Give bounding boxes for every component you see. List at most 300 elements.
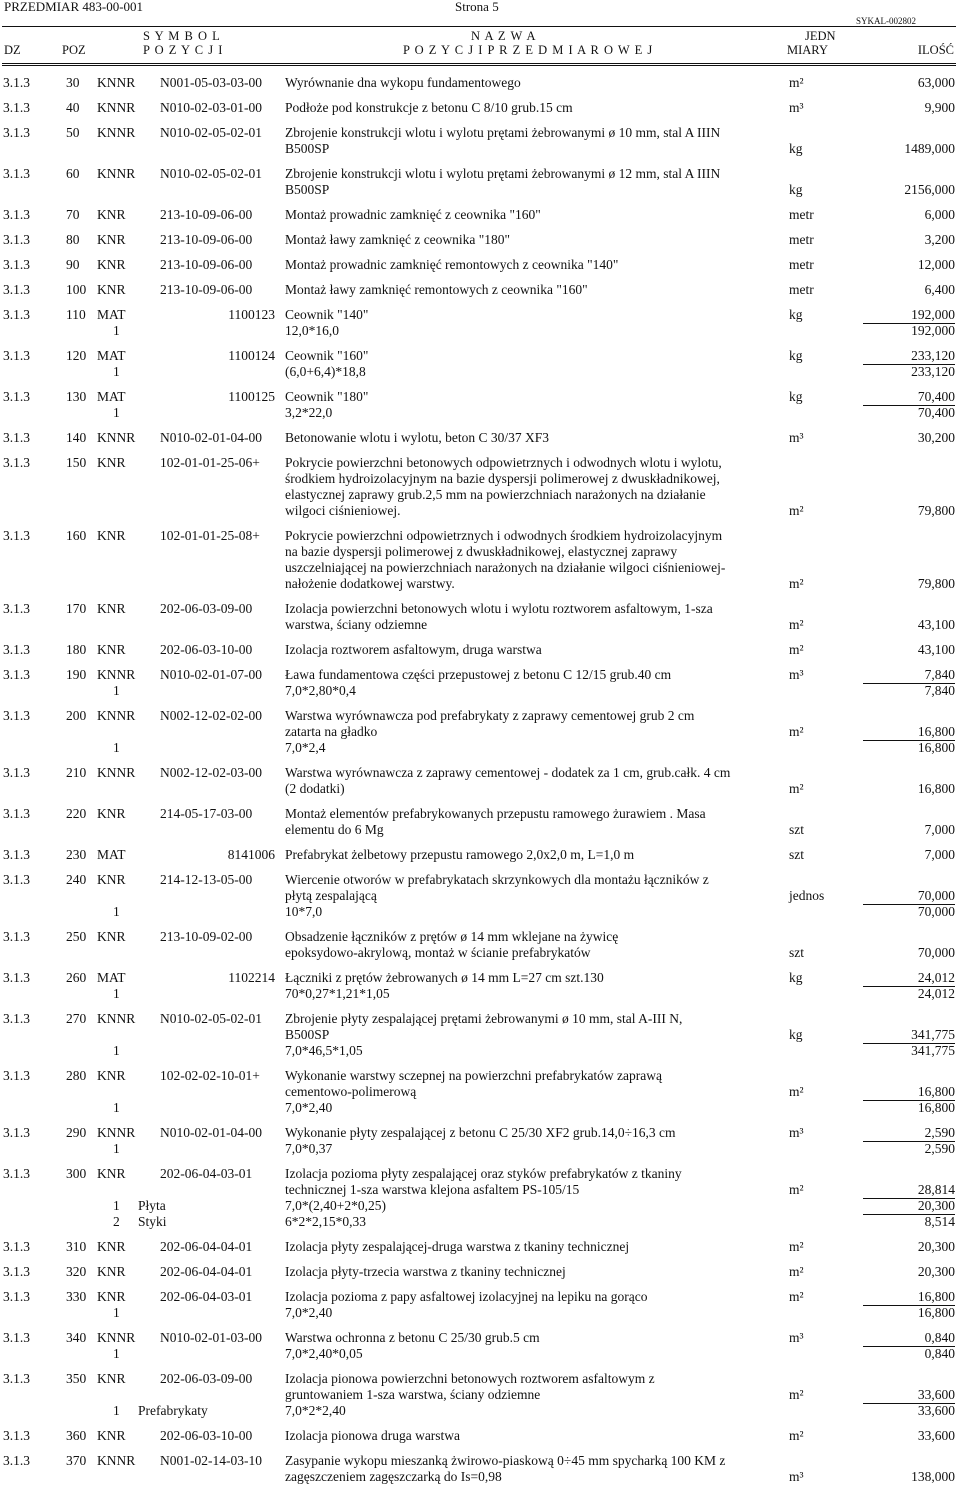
row-catalog: KNNR xyxy=(97,1125,136,1140)
row-main-line xyxy=(0,1371,960,1387)
row-main-line xyxy=(0,1428,960,1444)
row-position: 120 xyxy=(66,348,87,363)
row-position: 180 xyxy=(66,642,87,657)
table-row xyxy=(0,667,960,699)
row-main-line xyxy=(0,929,960,945)
calc-expression: 10*7,0 xyxy=(285,904,323,919)
calc-label: Prefabrykaty xyxy=(138,1403,208,1418)
calc-expression: 3,2*22,0 xyxy=(285,405,333,420)
row-description: Montaż prowadnic zamknięć z ceownika "160" xyxy=(285,207,541,222)
row-spacer xyxy=(0,273,960,282)
row-spacer xyxy=(0,421,960,430)
row-spacer xyxy=(0,1002,960,1011)
row-catalog: KNR xyxy=(97,1166,126,1181)
row-section: 3.1.3 xyxy=(3,257,30,272)
row-position: 70 xyxy=(66,207,80,222)
row-catalog: KNR xyxy=(97,872,126,887)
row-symbol: 202-06-04-03-01 xyxy=(160,1289,253,1304)
row-description: Warstwa wyrównawcza z zaprawy cementowej - dodatek za 1 cm, grub.całk. 4 cm xyxy=(285,765,731,780)
row-section: 3.1.3 xyxy=(3,232,30,247)
row-position: 50 xyxy=(66,125,80,140)
calc-value: 8,514 xyxy=(924,1214,955,1229)
row-catalog: KNNR xyxy=(97,100,136,115)
row-unit: kg xyxy=(789,389,803,404)
row-main-line xyxy=(0,307,960,323)
row-description: B500SP xyxy=(285,1027,330,1042)
row-section: 3.1.3 xyxy=(3,1068,30,1083)
row-spacer xyxy=(0,838,960,847)
table-row xyxy=(0,1125,960,1157)
row-symbol: 213-10-09-06-00 xyxy=(160,257,253,272)
table-row xyxy=(0,642,960,658)
row-unit: m² xyxy=(789,724,804,739)
row-symbol: 202-06-04-04-01 xyxy=(160,1239,253,1254)
calc-line xyxy=(0,1346,960,1362)
row-catalog: MAT xyxy=(97,348,126,363)
row-catalog: KNR xyxy=(97,1371,126,1386)
row-quantity: 2,590 xyxy=(863,1125,955,1142)
row-spacer xyxy=(0,1362,960,1371)
row-unit: kg xyxy=(789,182,803,197)
row-main-line xyxy=(0,455,960,471)
row-unit: metr xyxy=(789,207,814,222)
row-symbol: N001-02-14-03-10 xyxy=(160,1453,262,1468)
calc-number: 1 xyxy=(113,1305,120,1320)
calc-line xyxy=(0,1214,960,1230)
row-description: wilgoci ciśnieniowej. xyxy=(285,503,401,518)
row-description: Pokrycie powierzchni betonowych odpowietrznych i odwodnych wlotu i wylotu, xyxy=(285,455,722,470)
row-continuation-line xyxy=(0,822,960,838)
row-spacer xyxy=(0,298,960,307)
row-description: gruntowaniem 1-sza warstwa, ściany odziemne xyxy=(285,1387,541,1402)
table-row xyxy=(0,970,960,1002)
table-row xyxy=(0,847,960,863)
calc-expression: (6,0+6,4)*18,8 xyxy=(285,364,366,379)
row-section: 3.1.3 xyxy=(3,806,30,821)
row-quantity: 7,000 xyxy=(924,822,955,837)
row-section: 3.1.3 xyxy=(3,929,30,944)
row-symbol: N010-02-01-04-00 xyxy=(160,1125,262,1140)
calc-expression: 7,0*2,40 xyxy=(285,1305,333,1320)
table-row xyxy=(0,806,960,838)
row-spacer xyxy=(0,91,960,100)
table-row xyxy=(0,601,960,633)
row-position: 340 xyxy=(66,1330,87,1345)
row-section: 3.1.3 xyxy=(3,307,30,322)
row-section: 3.1.3 xyxy=(3,1330,30,1345)
row-quantity: 192,000 xyxy=(863,307,955,324)
row-unit: kg xyxy=(789,1027,803,1042)
calc-expression: 6*2*2,15*0,33 xyxy=(285,1214,366,1229)
row-symbol: N010-02-01-04-00 xyxy=(160,430,262,445)
row-main-line xyxy=(0,1166,960,1182)
row-section: 3.1.3 xyxy=(3,1239,30,1254)
row-spacer xyxy=(0,1321,960,1330)
row-quantity: 20,300 xyxy=(917,1239,955,1254)
table-row xyxy=(0,1264,960,1280)
row-description: Ceownik "160" xyxy=(285,348,369,363)
calc-number: 1 xyxy=(113,740,120,755)
row-description: B500SP xyxy=(285,141,330,156)
row-symbol: N002-12-02-03-00 xyxy=(160,765,262,780)
row-position: 140 xyxy=(66,430,87,445)
col-unit-line2: MIARY xyxy=(787,43,828,57)
row-unit: m² xyxy=(789,642,804,657)
row-unit: m² xyxy=(789,576,804,591)
calc-label: Styki xyxy=(138,1214,167,1229)
row-main-line xyxy=(0,601,960,617)
row-catalog: KNR xyxy=(97,1289,126,1304)
row-main-line xyxy=(0,667,960,683)
row-catalog: KNNR xyxy=(97,430,136,445)
row-main-line xyxy=(0,806,960,822)
row-main-line xyxy=(0,1289,960,1305)
row-symbol: 213-10-09-02-00 xyxy=(160,929,253,944)
row-quantity: 12,000 xyxy=(917,257,955,272)
row-description: Montaż prowadnic zamknięć remontowych z ceownika "140" xyxy=(285,257,619,272)
table-row xyxy=(0,348,960,380)
row-description: technicznej 1-sza warstwa klejona asfaltem PS-105/15 xyxy=(285,1182,580,1197)
row-continuation-line xyxy=(0,471,960,487)
document-code: SYKAL-002802 xyxy=(856,16,916,26)
row-position: 260 xyxy=(66,970,87,985)
table-row xyxy=(0,100,960,116)
col-name-line2: P O Z Y C J I P R Z E D M I A R O W E J xyxy=(403,43,654,57)
row-position: 100 xyxy=(66,282,87,297)
row-spacer xyxy=(0,380,960,389)
row-section: 3.1.3 xyxy=(3,1125,30,1140)
table-row xyxy=(0,1428,960,1444)
table-row xyxy=(0,75,960,91)
row-description: Zbrojenie konstrukcji wlotu i wylotu prętami żebrowanymi ø 12 mm, stal A IIIN xyxy=(285,166,721,181)
table-row xyxy=(0,1011,960,1059)
row-quantity: 6,400 xyxy=(924,282,955,297)
row-catalog: KNR xyxy=(97,929,126,944)
row-symbol: 202-06-04-03-01 xyxy=(160,1166,253,1181)
row-description: Zasypanie wykopu mieszanką żwirowo-piaskową 0÷45 mm spycharką 100 KM z xyxy=(285,1453,726,1468)
table-row xyxy=(0,430,960,446)
row-main-line xyxy=(0,1239,960,1255)
calc-number: 1 xyxy=(113,364,120,379)
row-main-line xyxy=(0,1125,960,1141)
row-main-line xyxy=(0,642,960,658)
calc-expression: 7,0*2,40*0,05 xyxy=(285,1346,363,1361)
row-position: 290 xyxy=(66,1125,87,1140)
row-description: Warstwa wyrównawcza pod prefabrykaty z zaprawy cementowej grub 2 cm xyxy=(285,708,695,723)
row-symbol: 202-06-03-10-00 xyxy=(160,1428,253,1443)
row-spacer xyxy=(0,248,960,257)
row-unit: metr xyxy=(789,257,814,272)
row-main-line xyxy=(0,528,960,544)
calc-expression: 7,0*2*2,40 xyxy=(285,1403,346,1418)
table-row xyxy=(0,872,960,920)
row-symbol: N010-02-01-03-00 xyxy=(160,1330,262,1345)
calc-line xyxy=(0,1141,960,1157)
calc-expression: 70*0,27*1,21*1,05 xyxy=(285,986,390,1001)
row-unit: metr xyxy=(789,282,814,297)
row-unit: jednos xyxy=(789,888,825,903)
row-description: Zbrojenie płyty zespalającej prętami żebrowanymi ø 10 mm, stal A-III N, xyxy=(285,1011,683,1026)
row-quantity: 341,775 xyxy=(863,1027,955,1044)
row-description: nałożenie dodatkowej warstwy. xyxy=(285,576,455,591)
row-section: 3.1.3 xyxy=(3,528,30,543)
calc-line xyxy=(0,1043,960,1059)
row-description: uszczelniającej na powierzchniach narażonych na działanie wilgoci ciśnieniowej- xyxy=(285,560,726,575)
row-position: 80 xyxy=(66,232,80,247)
row-position: 160 xyxy=(66,528,87,543)
row-spacer xyxy=(0,592,960,601)
row-position: 210 xyxy=(66,765,87,780)
col-dz: DZ xyxy=(4,43,21,57)
row-main-line xyxy=(0,847,960,863)
row-description: epoksydowo-akrylową, montaż w ścianie prefabrykatów xyxy=(285,945,591,960)
row-description: Izolacja pionowa druga warstwa xyxy=(285,1428,461,1443)
row-spacer xyxy=(0,658,960,667)
row-catalog: KNNR xyxy=(97,765,136,780)
row-description: Montaż ławy zamknięć z ceownika "180" xyxy=(285,232,511,247)
calc-expression: 7,0*2,4 xyxy=(285,740,326,755)
row-symbol: 102-02-02-10-01+ xyxy=(160,1068,260,1083)
row-catalog: KNR xyxy=(97,1428,126,1443)
row-continuation-line xyxy=(0,724,960,740)
row-catalog: KNR xyxy=(97,282,126,297)
table-row xyxy=(0,765,960,797)
row-description: płytą zespalającą xyxy=(285,888,377,903)
row-quantity: 43,100 xyxy=(917,642,955,657)
calc-expression: 7,0*(2,40+2*0,25) xyxy=(285,1198,386,1213)
row-symbol: 202-06-04-04-01 xyxy=(160,1264,253,1279)
row-position: 320 xyxy=(66,1264,87,1279)
row-quantity: 70,000 xyxy=(863,888,955,905)
calc-expression: 7,0*0,37 xyxy=(285,1141,333,1156)
row-section: 3.1.3 xyxy=(3,1428,30,1443)
row-continuation-line xyxy=(0,1027,960,1043)
row-position: 250 xyxy=(66,929,87,944)
row-main-line xyxy=(0,970,960,986)
row-catalog: KNR xyxy=(97,528,126,543)
table-row xyxy=(0,929,960,961)
calc-value: 16,800 xyxy=(917,740,955,755)
row-section: 3.1.3 xyxy=(3,166,30,181)
calc-line xyxy=(0,740,960,756)
calc-value: 0,840 xyxy=(924,1346,955,1361)
row-continuation-line xyxy=(0,182,960,198)
row-description: Ława fundamentowa części przepustowej z betonu C 12/15 grub.40 cm xyxy=(285,667,672,682)
calc-expression: 7,0*2,80*0,4 xyxy=(285,683,356,698)
row-unit: m² xyxy=(789,503,804,518)
row-section: 3.1.3 xyxy=(3,970,30,985)
row-description: Izolacja roztworem asfaltowym, druga warstwa xyxy=(285,642,542,657)
row-symbol: 213-10-09-06-00 xyxy=(160,232,253,247)
row-section: 3.1.3 xyxy=(3,1289,30,1304)
row-section: 3.1.3 xyxy=(3,455,30,470)
calc-value: 7,840 xyxy=(924,683,955,698)
row-spacer xyxy=(0,446,960,455)
row-main-line xyxy=(0,430,960,446)
row-main-line xyxy=(0,389,960,405)
row-position: 30 xyxy=(66,75,80,90)
row-symbol: N010-02-01-07-00 xyxy=(160,667,262,682)
row-description: Montaż elementów prefabrykowanych przepustu ramowego żurawiem . Masa xyxy=(285,806,706,821)
row-description: Izolacja płyty-trzecia warstwa z tkaniny technicznej xyxy=(285,1264,566,1279)
row-symbol: N010-02-05-02-01 xyxy=(160,166,262,181)
row-main-line xyxy=(0,708,960,724)
calc-number: 1 xyxy=(113,1346,120,1361)
row-position: 310 xyxy=(66,1239,87,1254)
row-continuation-line xyxy=(0,1387,960,1403)
row-spacer xyxy=(0,1419,960,1428)
calc-number: 2 xyxy=(113,1214,120,1229)
row-main-line xyxy=(0,1330,960,1346)
row-unit: kg xyxy=(789,307,803,322)
row-description: (2 dodatki) xyxy=(285,781,345,796)
page-number: Strona 5 xyxy=(455,0,499,14)
row-position: 330 xyxy=(66,1289,87,1304)
row-catalog: KNR xyxy=(97,1264,126,1279)
calc-expression: 12,0*16,0 xyxy=(285,323,339,338)
calc-line xyxy=(0,683,960,699)
row-description: Ceownik "140" xyxy=(285,307,369,322)
row-description: Izolacja płyty zespalającej-druga warstwa z tkaniny technicznej xyxy=(285,1239,630,1254)
row-main-line xyxy=(0,282,960,298)
row-symbol: 1102214 xyxy=(228,970,275,985)
row-position: 240 xyxy=(66,872,87,887)
row-continuation-line xyxy=(0,1469,960,1485)
row-unit: m² xyxy=(789,1387,804,1402)
row-symbol: 102-01-01-25-06+ xyxy=(160,455,260,470)
row-position: 90 xyxy=(66,257,80,272)
header-rule-top xyxy=(2,26,956,27)
row-symbol: 202-06-03-09-00 xyxy=(160,601,253,616)
row-unit: szt xyxy=(789,822,804,837)
row-description: zatarta na gładko xyxy=(285,724,378,739)
row-description: Łączniki z prętów żebrowanych ø 14 mm L=27 cm szt.130 xyxy=(285,970,604,985)
row-description: Wykonanie warstwy sczepnej na powierzchni prefabrykatów zaprawą xyxy=(285,1068,663,1083)
row-spacer xyxy=(0,863,960,872)
table-row xyxy=(0,1330,960,1362)
row-main-line xyxy=(0,257,960,273)
row-main-line xyxy=(0,872,960,888)
row-main-line xyxy=(0,100,960,116)
row-main-line xyxy=(0,348,960,364)
row-description: Wykonanie płyty zespalającej z betonu C 25/30 XF2 grub.14,0÷16,3 cm xyxy=(285,1125,676,1140)
row-description: Ceownik "180" xyxy=(285,389,369,404)
row-position: 370 xyxy=(66,1453,87,1468)
row-symbol: N010-02-05-02-01 xyxy=(160,1011,262,1026)
row-catalog: KNR xyxy=(97,1068,126,1083)
row-section: 3.1.3 xyxy=(3,430,30,445)
row-main-line xyxy=(0,207,960,223)
row-quantity: 7,840 xyxy=(863,667,955,684)
row-continuation-line xyxy=(0,141,960,157)
row-catalog: KNNR xyxy=(97,166,136,181)
row-spacer xyxy=(0,1157,960,1166)
row-catalog: KNR xyxy=(97,1239,126,1254)
row-catalog: MAT xyxy=(97,970,126,985)
row-quantity: 233,120 xyxy=(863,348,955,365)
calc-value: 24,012 xyxy=(917,986,955,1001)
row-quantity: 28,814 xyxy=(863,1182,955,1199)
row-description: Zbrojenie konstrukcji wlotu i wylotu prętami żebrowanymi ø 10 mm, stal A IIIN xyxy=(285,125,721,140)
row-description: na bazie dyspersji polimerowej z dwuskładnikowej, elastycznej zaprawy xyxy=(285,544,678,559)
row-description: elementu do 6 Mg xyxy=(285,822,384,837)
row-quantity: 2156,000 xyxy=(904,182,955,197)
table-row xyxy=(0,125,960,157)
row-unit: m² xyxy=(789,1182,804,1197)
row-section: 3.1.3 xyxy=(3,765,30,780)
row-section: 3.1.3 xyxy=(3,667,30,682)
row-section: 3.1.3 xyxy=(3,207,30,222)
calc-value: 2,590 xyxy=(924,1141,955,1156)
table-row xyxy=(0,307,960,339)
row-spacer xyxy=(0,339,960,348)
row-catalog: KNNR xyxy=(97,125,136,140)
row-section: 3.1.3 xyxy=(3,389,30,404)
table-row xyxy=(0,207,960,223)
calc-line xyxy=(0,364,960,380)
row-description: Wiercenie otworów w prefabrykatach skrzynkowych dla montażu łączników z xyxy=(285,872,709,887)
row-catalog: MAT xyxy=(97,389,126,404)
row-description: Pokrycie powierzchni odpowietrznych i odwodnych środkiem hydroizolacyjnym xyxy=(285,528,723,543)
row-spacer xyxy=(0,633,960,642)
row-description: warstwa, ściany odziemne xyxy=(285,617,428,632)
row-spacer xyxy=(0,519,960,528)
row-unit: m² xyxy=(789,1428,804,1443)
table-row xyxy=(0,389,960,421)
row-position: 130 xyxy=(66,389,87,404)
calc-line xyxy=(0,1198,960,1214)
calc-number: 1 xyxy=(113,1141,120,1156)
calc-number: 1 xyxy=(113,683,120,698)
row-section: 3.1.3 xyxy=(3,348,30,363)
row-main-line xyxy=(0,166,960,182)
row-catalog: KNNR xyxy=(97,1453,136,1468)
row-spacer xyxy=(0,223,960,232)
row-continuation-line xyxy=(0,1084,960,1100)
row-symbol: 8141006 xyxy=(227,847,275,862)
table-row xyxy=(0,282,960,298)
row-unit: kg xyxy=(789,348,803,363)
row-position: 300 xyxy=(66,1166,87,1181)
row-quantity: 6,000 xyxy=(924,207,955,222)
row-description: Podłoże pod konstrukcje z betonu C 8/10 grub.15 cm xyxy=(285,100,573,115)
row-section: 3.1.3 xyxy=(3,1166,30,1181)
row-main-line xyxy=(0,125,960,141)
calc-line xyxy=(0,323,960,339)
row-quantity: 20,300 xyxy=(917,1264,955,1279)
col-pos: POZ xyxy=(62,43,86,57)
row-continuation-line xyxy=(0,576,960,592)
calc-value: 16,800 xyxy=(917,1305,955,1320)
calc-number: 1 xyxy=(113,405,120,420)
header-rule-2 xyxy=(2,65,956,66)
row-position: 60 xyxy=(66,166,80,181)
calc-number: 1 xyxy=(113,323,120,338)
row-quantity: 16,800 xyxy=(863,1289,955,1306)
calc-line xyxy=(0,904,960,920)
row-continuation-line xyxy=(0,781,960,797)
calc-value: 192,000 xyxy=(911,323,955,338)
row-catalog: KNR xyxy=(97,455,126,470)
estimate-table xyxy=(0,75,960,1485)
row-section: 3.1.3 xyxy=(3,708,30,723)
row-section: 3.1.3 xyxy=(3,642,30,657)
row-section: 3.1.3 xyxy=(3,872,30,887)
calc-value: 33,600 xyxy=(917,1403,955,1418)
row-position: 150 xyxy=(66,455,87,470)
row-quantity: 30,200 xyxy=(917,430,955,445)
row-spacer xyxy=(0,1059,960,1068)
